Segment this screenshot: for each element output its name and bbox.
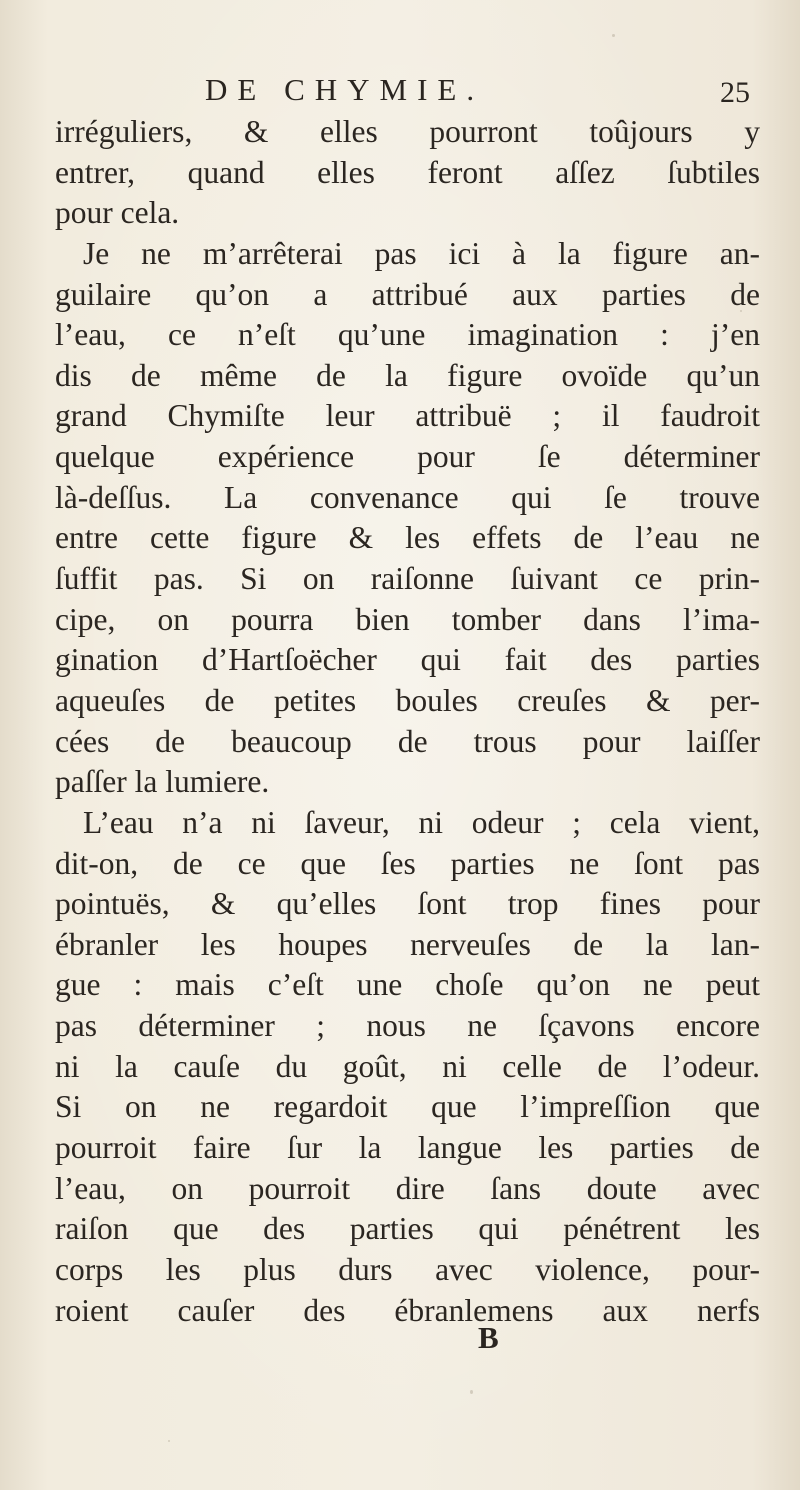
text-line: l’eau, on pourroit dire ſans doute avec [55, 1170, 760, 1206]
text-line: entre cette figure & les effets de l’eau ne [55, 520, 760, 556]
text-line: pourroit faire ſur la langue les parties de [55, 1130, 760, 1166]
text-line: guilaire qu’on a attribué aux parties de [55, 276, 760, 312]
text-line: dis de même de la figure ovoïde qu’un [55, 357, 760, 393]
running-head: DE CHYMIE. [205, 72, 485, 107]
text-line: raiſon que des parties qui pénétrent les [55, 1211, 760, 1247]
text-line: roient cauſer des ébranlemens aux nerfs [55, 1292, 760, 1328]
text-line: ébranler les houpes nerveuſes de la lan- [55, 926, 760, 962]
text-line: pointuës, & qu’elles ſont trop fines pour [55, 886, 760, 922]
text-line: entrer, quand elles feront aſſez ſubtiles [55, 154, 760, 190]
text-line: paſſer la lumiere. [55, 764, 270, 800]
page-number: 25 [720, 76, 750, 109]
text-line: Si on ne regardoit que l’impreſſion que [55, 1089, 760, 1125]
text-line: l’eau, ce n’eſt qu’une imagination : j’en [55, 317, 760, 353]
text-line: pour cela. [55, 195, 180, 231]
signature-mark: B [478, 1320, 499, 1355]
paper-speck [612, 34, 615, 37]
text-line: L’eau n’a ni ſaveur, ni odeur ; cela vient, [83, 804, 760, 840]
body-text [55, 112, 760, 1331]
text-line: cipe, on pourra bien tomber dans l’ima- [55, 601, 760, 637]
text-line: grand Chymiſte leur attribuë ; il faudroit [55, 398, 760, 434]
text-line: gination d’Hartſoëcher qui fait des parties [55, 642, 760, 678]
text-line: aqueuſes de petites boules creuſes & per- [55, 682, 760, 718]
text-line: là-deſſus. La convenance qui ſe trouve [55, 479, 760, 515]
text-line: gue : mais c’eſt une choſe qu’on ne peut [55, 967, 760, 1003]
text-line: quelque expérience pour ſe déterminer [55, 439, 760, 475]
text-line: corps les plus durs avec violence, pour- [55, 1251, 760, 1287]
text-line: ni la cauſe du goût, ni celle de l’odeur. [55, 1048, 760, 1084]
text-line: dit-on, de ce que ſes parties ne ſont pas [55, 845, 760, 881]
text-line: Je ne m’arrêterai pas ici à la figure an- [83, 235, 760, 271]
text-line: pas déterminer ; nous ne ſçavons encore [55, 1008, 760, 1044]
paper-speck [470, 1390, 473, 1394]
text-line: irréguliers, & elles pourront toûjours y [55, 114, 760, 149]
text-line: cées de beaucoup de trous pour laiſſer [55, 723, 760, 759]
paper-speck [740, 310, 742, 312]
paper-speck [168, 1440, 170, 1442]
text-line: ſuffit pas. Si on raiſonne ſuivant ce prin- [55, 561, 760, 597]
